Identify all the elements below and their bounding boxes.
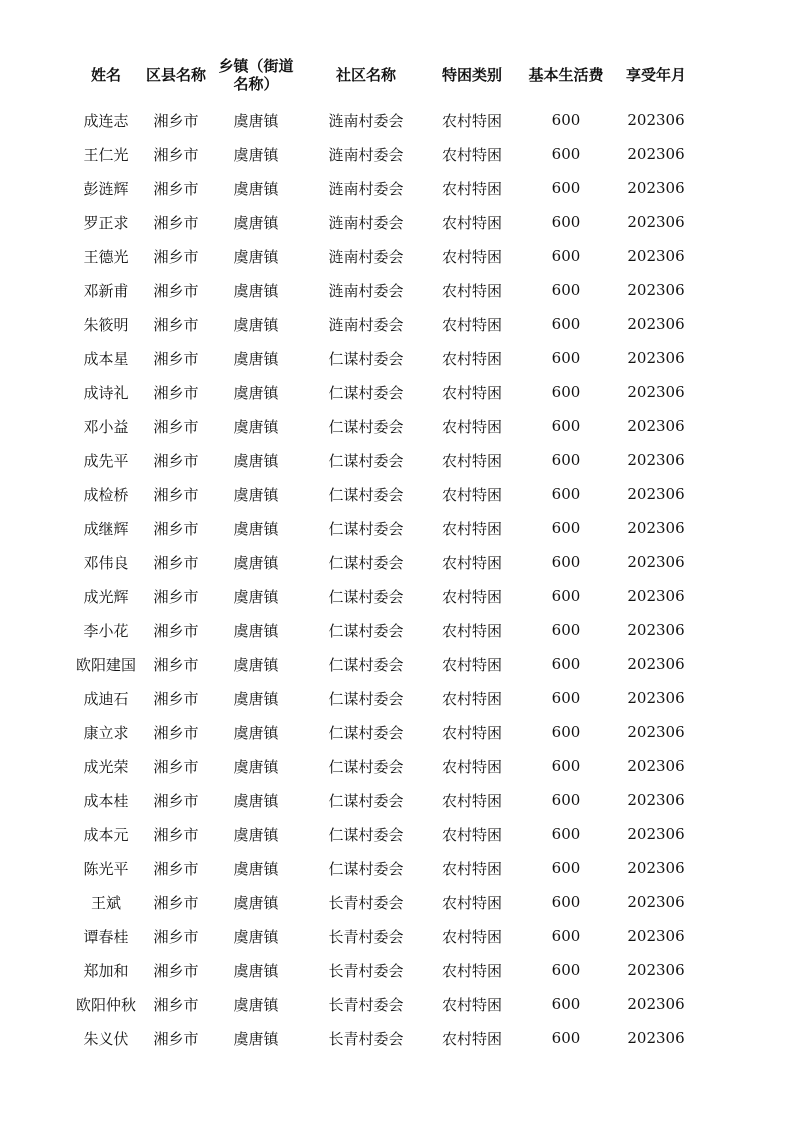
allowance-cell: 600 [551, 757, 581, 775]
month-cell: 202306 [627, 451, 685, 469]
month-cell: 202306 [627, 825, 685, 843]
allowance-cell: 600 [551, 349, 581, 367]
category-cell: 农村特困 [441, 859, 502, 878]
county-cell: 湘乡市 [153, 961, 199, 980]
name-cell: 成光荣 [83, 757, 129, 776]
table-row [0, 239, 793, 273]
month-cell: 202306 [627, 791, 685, 809]
township-cell: 虞唐镇 [233, 383, 279, 402]
county-cell: 湘乡市 [153, 247, 199, 266]
township-cell: 虞唐镇 [233, 587, 279, 606]
month-cell: 202306 [627, 1029, 685, 1047]
month-cell: 202306 [627, 145, 685, 163]
name-cell: 欧阳建国 [75, 655, 136, 674]
county-cell: 湘乡市 [153, 893, 199, 912]
month-cell: 202306 [627, 179, 685, 197]
allowance-cell: 600 [551, 553, 581, 571]
month-cell: 202306 [627, 213, 685, 231]
allowance-cell: 600 [551, 689, 581, 707]
township-cell: 虞唐镇 [233, 927, 279, 946]
community-cell: 仁谋村委会 [328, 451, 404, 470]
community-cell: 仁谋村委会 [328, 349, 404, 368]
allowance-cell: 600 [551, 213, 581, 231]
table-row [0, 443, 793, 477]
allowance-cell: 600 [551, 995, 581, 1013]
community-cell: 仁谋村委会 [328, 587, 404, 606]
community-cell: 涟南村委会 [328, 111, 404, 130]
category-cell: 农村特困 [441, 247, 502, 266]
allowance-cell: 600 [551, 655, 581, 673]
table-row [0, 783, 793, 817]
month-cell: 202306 [627, 927, 685, 945]
allowance-cell: 600 [551, 315, 581, 333]
township-cell: 虞唐镇 [233, 791, 279, 810]
name-cell: 成检桥 [83, 485, 129, 504]
name-cell: 王仁光 [83, 145, 129, 164]
county-cell: 湘乡市 [153, 145, 199, 164]
table-body [0, 103, 793, 1055]
allowance-cell: 600 [551, 519, 581, 537]
county-cell: 湘乡市 [153, 859, 199, 878]
table-row [0, 511, 793, 545]
township-cell: 虞唐镇 [233, 145, 279, 164]
category-cell: 农村特困 [441, 145, 502, 164]
allowance-cell: 600 [551, 1029, 581, 1047]
name-cell: 成本元 [83, 825, 129, 844]
community-cell: 长青村委会 [328, 927, 404, 946]
category-cell: 农村特困 [441, 281, 502, 300]
table-row [0, 953, 793, 987]
table-row [0, 749, 793, 783]
month-cell: 202306 [627, 349, 685, 367]
month-cell: 202306 [627, 519, 685, 537]
name-cell: 邓伟良 [83, 553, 129, 572]
table-row [0, 919, 793, 953]
name-cell: 成先平 [83, 451, 129, 470]
table-row [0, 273, 793, 307]
community-cell: 仁谋村委会 [328, 485, 404, 504]
category-cell: 农村特困 [441, 349, 502, 368]
name-cell: 郑加和 [83, 961, 129, 980]
category-cell: 农村特困 [441, 621, 502, 640]
county-cell: 湘乡市 [153, 111, 199, 130]
community-cell: 仁谋村委会 [328, 859, 404, 878]
month-cell: 202306 [627, 417, 685, 435]
category-cell: 农村特困 [441, 1029, 502, 1048]
allowance-cell: 600 [551, 621, 581, 639]
category-cell: 农村特困 [441, 179, 502, 198]
community-cell: 长青村委会 [328, 1029, 404, 1048]
township-cell: 虞唐镇 [233, 859, 279, 878]
name-cell: 朱义伏 [83, 1029, 129, 1048]
month-cell: 202306 [627, 995, 685, 1013]
header-category: 特困类别 [441, 66, 502, 84]
month-cell: 202306 [627, 587, 685, 605]
table-row [0, 477, 793, 511]
month-cell: 202306 [627, 621, 685, 639]
month-cell: 202306 [627, 247, 685, 265]
header-month: 享受年月 [625, 66, 686, 84]
category-cell: 农村特困 [441, 519, 502, 538]
category-cell: 农村特困 [441, 995, 502, 1014]
community-cell: 涟南村委会 [328, 179, 404, 198]
category-cell: 农村特困 [441, 791, 502, 810]
table-row [0, 579, 793, 613]
name-cell: 李小花 [83, 621, 129, 640]
table-row [0, 409, 793, 443]
name-cell: 王斌 [90, 893, 121, 912]
allowance-cell: 600 [551, 281, 581, 299]
table-row [0, 613, 793, 647]
community-cell: 仁谋村委会 [328, 825, 404, 844]
name-cell: 王德光 [83, 247, 129, 266]
community-cell: 仁谋村委会 [328, 553, 404, 572]
county-cell: 湘乡市 [153, 587, 199, 606]
name-cell: 成诗礼 [83, 383, 129, 402]
county-cell: 湘乡市 [153, 553, 199, 572]
month-cell: 202306 [627, 315, 685, 333]
community-cell: 仁谋村委会 [328, 723, 404, 742]
county-cell: 湘乡市 [153, 655, 199, 674]
county-cell: 湘乡市 [153, 383, 199, 402]
name-cell: 谭春桂 [83, 927, 129, 946]
township-cell: 虞唐镇 [233, 995, 279, 1014]
township-cell: 虞唐镇 [233, 451, 279, 470]
township-cell: 虞唐镇 [233, 961, 279, 980]
community-cell: 仁谋村委会 [328, 655, 404, 674]
allowance-cell: 600 [551, 927, 581, 945]
month-cell: 202306 [627, 655, 685, 673]
category-cell: 农村特困 [441, 587, 502, 606]
township-cell: 虞唐镇 [233, 655, 279, 674]
allowance-cell: 600 [551, 179, 581, 197]
category-cell: 农村特困 [441, 757, 502, 776]
month-cell: 202306 [627, 383, 685, 401]
table-row [0, 1021, 793, 1055]
township-cell: 虞唐镇 [233, 553, 279, 572]
name-cell: 彭涟辉 [83, 179, 129, 198]
community-cell: 仁谋村委会 [328, 519, 404, 538]
header-county: 区县名称 [145, 66, 206, 84]
table-row [0, 205, 793, 239]
township-cell: 虞唐镇 [233, 485, 279, 504]
township-cell: 虞唐镇 [233, 689, 279, 708]
month-cell: 202306 [627, 893, 685, 911]
month-cell: 202306 [627, 689, 685, 707]
community-cell: 涟南村委会 [328, 247, 404, 266]
county-cell: 湘乡市 [153, 927, 199, 946]
allowance-cell: 600 [551, 111, 581, 129]
header-name: 姓名 [90, 66, 121, 84]
county-cell: 湘乡市 [153, 315, 199, 334]
month-cell: 202306 [627, 281, 685, 299]
township-cell: 虞唐镇 [233, 825, 279, 844]
name-cell: 邓小益 [83, 417, 129, 436]
category-cell: 农村特困 [441, 417, 502, 436]
county-cell: 湘乡市 [153, 621, 199, 640]
header-community: 社区名称 [335, 66, 396, 84]
township-cell: 虞唐镇 [233, 1029, 279, 1048]
township-cell: 虞唐镇 [233, 893, 279, 912]
allowance-cell: 600 [551, 417, 581, 435]
township-cell: 虞唐镇 [233, 723, 279, 742]
month-cell: 202306 [627, 859, 685, 877]
township-cell: 虞唐镇 [233, 315, 279, 334]
community-cell: 仁谋村委会 [328, 621, 404, 640]
community-cell: 涟南村委会 [328, 145, 404, 164]
community-cell: 长青村委会 [328, 995, 404, 1014]
name-cell: 成连志 [83, 111, 129, 130]
table-row [0, 681, 793, 715]
name-cell: 朱筱明 [83, 315, 129, 334]
name-cell: 欧阳仲秋 [75, 995, 136, 1014]
allowance-cell: 600 [551, 145, 581, 163]
county-cell: 湘乡市 [153, 485, 199, 504]
county-cell: 湘乡市 [153, 791, 199, 810]
township-cell: 虞唐镇 [233, 111, 279, 130]
county-cell: 湘乡市 [153, 281, 199, 300]
county-cell: 湘乡市 [153, 451, 199, 470]
allowance-cell: 600 [551, 893, 581, 911]
name-cell: 邓新甫 [83, 281, 129, 300]
table-header [0, 50, 793, 100]
county-cell: 湘乡市 [153, 213, 199, 232]
table-row [0, 885, 793, 919]
allowance-cell: 600 [551, 825, 581, 843]
county-cell: 湘乡市 [153, 1029, 199, 1048]
county-cell: 湘乡市 [153, 179, 199, 198]
category-cell: 农村特困 [441, 553, 502, 572]
category-cell: 农村特困 [441, 825, 502, 844]
header-township: 乡镇（街道 名称） [218, 57, 294, 93]
category-cell: 农村特困 [441, 213, 502, 232]
allowance-cell: 600 [551, 485, 581, 503]
township-cell: 虞唐镇 [233, 349, 279, 368]
table-row [0, 851, 793, 885]
county-cell: 湘乡市 [153, 825, 199, 844]
community-cell: 仁谋村委会 [328, 689, 404, 708]
township-cell: 虞唐镇 [233, 519, 279, 538]
name-cell: 成继辉 [83, 519, 129, 538]
community-cell: 涟南村委会 [328, 213, 404, 232]
community-cell: 涟南村委会 [328, 281, 404, 300]
category-cell: 农村特困 [441, 451, 502, 470]
table-row [0, 307, 793, 341]
table-row [0, 987, 793, 1021]
county-cell: 湘乡市 [153, 757, 199, 776]
county-cell: 湘乡市 [153, 417, 199, 436]
name-cell: 成迪石 [83, 689, 129, 708]
category-cell: 农村特困 [441, 485, 502, 504]
county-cell: 湘乡市 [153, 349, 199, 368]
table-row [0, 715, 793, 749]
community-cell: 长青村委会 [328, 893, 404, 912]
township-cell: 虞唐镇 [233, 247, 279, 266]
category-cell: 农村特困 [441, 689, 502, 708]
name-cell: 陈光平 [83, 859, 129, 878]
category-cell: 农村特困 [441, 315, 502, 334]
month-cell: 202306 [627, 553, 685, 571]
name-cell: 成光辉 [83, 587, 129, 606]
month-cell: 202306 [627, 961, 685, 979]
allowance-cell: 600 [551, 723, 581, 741]
table-row [0, 647, 793, 681]
township-cell: 虞唐镇 [233, 417, 279, 436]
name-cell: 成本星 [83, 349, 129, 368]
allowance-cell: 600 [551, 859, 581, 877]
name-cell: 康立求 [83, 723, 129, 742]
township-cell: 虞唐镇 [233, 281, 279, 300]
table-row [0, 103, 793, 137]
community-cell: 仁谋村委会 [328, 383, 404, 402]
allowance-cell: 600 [551, 383, 581, 401]
table-row [0, 171, 793, 205]
category-cell: 农村特困 [441, 961, 502, 980]
month-cell: 202306 [627, 111, 685, 129]
allowance-cell: 600 [551, 791, 581, 809]
county-cell: 湘乡市 [153, 995, 199, 1014]
allowance-cell: 600 [551, 961, 581, 979]
category-cell: 农村特困 [441, 723, 502, 742]
table-row [0, 817, 793, 851]
table-row [0, 137, 793, 171]
table-row [0, 341, 793, 375]
township-cell: 虞唐镇 [233, 621, 279, 640]
community-cell: 长青村委会 [328, 961, 404, 980]
name-cell: 成本桂 [83, 791, 129, 810]
allowance-cell: 600 [551, 451, 581, 469]
header-allowance: 基本生活费 [528, 66, 604, 84]
month-cell: 202306 [627, 723, 685, 741]
community-cell: 仁谋村委会 [328, 791, 404, 810]
county-cell: 湘乡市 [153, 519, 199, 538]
allowance-cell: 600 [551, 587, 581, 605]
county-cell: 湘乡市 [153, 689, 199, 708]
name-cell: 罗正求 [83, 213, 129, 232]
community-cell: 涟南村委会 [328, 315, 404, 334]
township-cell: 虞唐镇 [233, 757, 279, 776]
category-cell: 农村特困 [441, 893, 502, 912]
category-cell: 农村特困 [441, 655, 502, 674]
table-row [0, 545, 793, 579]
county-cell: 湘乡市 [153, 723, 199, 742]
category-cell: 农村特困 [441, 111, 502, 130]
community-cell: 仁谋村委会 [328, 417, 404, 436]
category-cell: 农村特困 [441, 927, 502, 946]
month-cell: 202306 [627, 485, 685, 503]
category-cell: 农村特困 [441, 383, 502, 402]
township-cell: 虞唐镇 [233, 213, 279, 232]
month-cell: 202306 [627, 757, 685, 775]
allowance-cell: 600 [551, 247, 581, 265]
community-cell: 仁谋村委会 [328, 757, 404, 776]
township-cell: 虞唐镇 [233, 179, 279, 198]
table-row [0, 375, 793, 409]
